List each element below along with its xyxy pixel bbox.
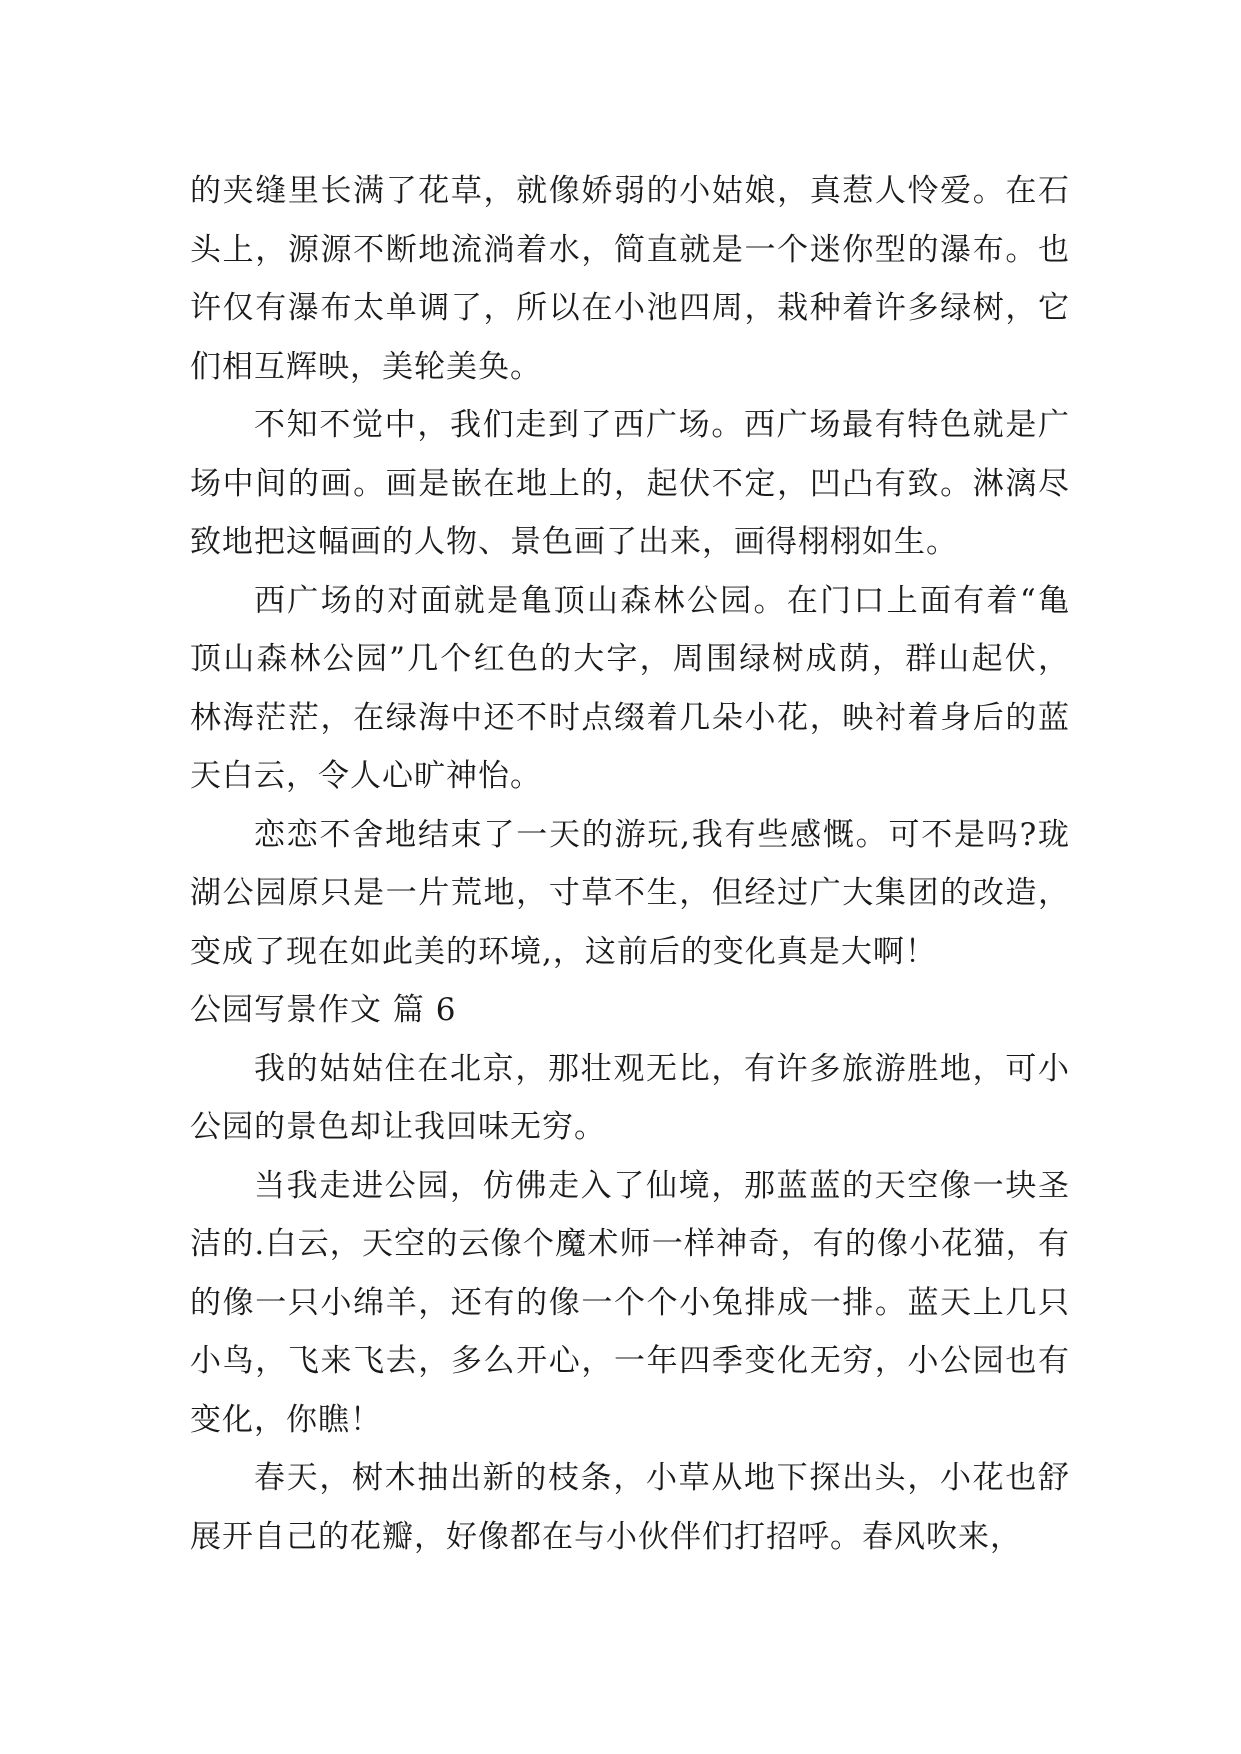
document-body (190, 162, 1070, 1566)
paragraph: 春天，树木抽出新的枝条，小草从地下探出头，小花也舒展开自己的花瓣，好像都在与小伙伴们打招呼。春风吹来， (190, 1460, 1070, 1555)
paragraph: 当我走进公园，仿佛走入了仙境，那蓝蓝的天空像一块圣洁的.白云，天空的云像个魔术师一样神奇，有的像小花猫，有的像一只小绵羊，还有的像一个个小兔排成一排。蓝天上几只小鸟，飞来飞去，多么开心，一年四季变化无穷，小公园也有变化，你瞧！ (190, 1167, 1070, 1438)
paragraph: 我的姑姑住在北京，那壮观无比，有许多旅游胜地，可小公园的景色却让我回味无穷。 (190, 1050, 1070, 1145)
paragraph: 不知不觉中，我们走到了西广场。西广场最有特色就是广场中间的画。画是嵌在地上的，起伏不定，凹凸有致。淋漓尽致地把这幅画的人物、景色画了出来，画得栩栩如生。 (190, 407, 1070, 560)
paragraph: 恋恋不舍地结束了一天的游玩,我有些感慨。可不是吗?珑湖公园原只是一片荒地，寸草不生，但经过广大集团的改造，变成了现在如此美的环境,，这前后的变化真是大啊！ (190, 816, 1070, 970)
section-heading: 公园写景作文 篇 6 (190, 992, 457, 1028)
paragraph: 的夹缝里长满了花草，就像娇弱的小姑娘，真惹人怜爱。在石头上，源源不断地流淌着水，简直就是一个迷你型的瀑布。也许仅有瀑布太单调了，所以在小池四周，栽种着许多绿树，它们相互辉映，美轮美奂。 (190, 173, 1070, 385)
paragraph: 西广场的对面就是亀顶山森林公园。在门口上面有着“亀顶山森林公园”几个红色的大字，周围绿树成荫，群山起伏，林海茫茫，在绿海中还不时点缀着几朵小花，映衬着身后的蓝天白云，令人心旷神怡。 (190, 582, 1070, 794)
